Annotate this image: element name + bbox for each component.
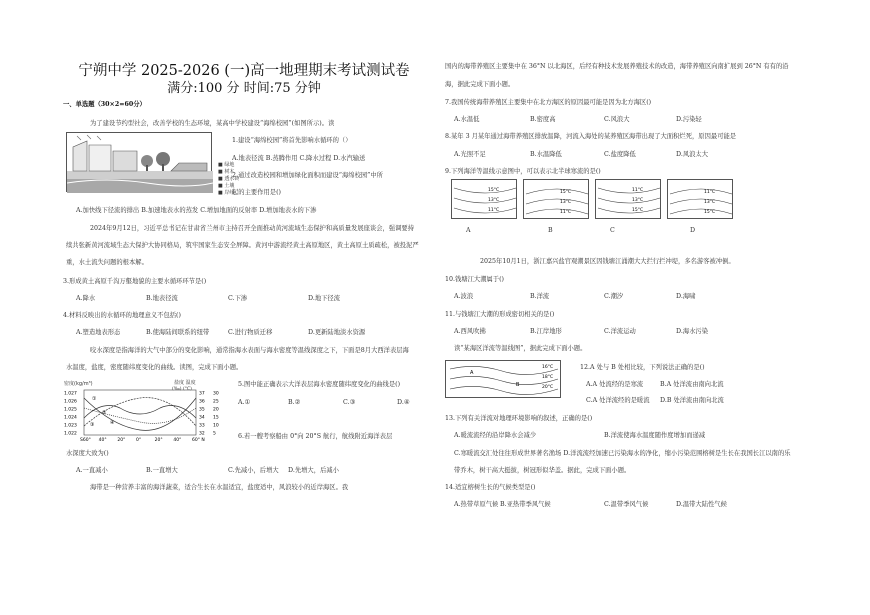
temp-tick-label: 10: [213, 423, 219, 429]
question-4: 4.材料反映出的水循环的地理意义不包括(): [63, 312, 181, 319]
figure-legend: ■ 绿地 ■ 树木 ■ 透水砖 ■ 土壤 ■ 岸线: [218, 162, 240, 196]
x-tick-label: 0°: [136, 438, 142, 442]
q3-option-c: C.下渗: [228, 295, 248, 302]
q12-option-a: A.A 处流经的是寒流: [586, 381, 644, 388]
svg-text:13°C: 13°C: [560, 200, 572, 205]
q8-option-c: C.盐度降低: [604, 151, 636, 158]
curve-label-1: ①: [92, 396, 97, 402]
question-1: 1.建设“海绵校园”将首先影响水循环的（）: [232, 137, 352, 144]
svg-text:18°C: 18°C: [542, 375, 554, 380]
salinity-tick-label: 36: [199, 399, 205, 405]
temp-tick-label: 15: [213, 415, 219, 421]
paragraph-ocean-1: 咬水深度是指海洋的大气中部分的变化影响，通常指海水表面与海水密度等温线深度之下，下面是8月大西洋表层海: [90, 347, 409, 354]
q14-option-d: D.温带大陆性气候: [676, 501, 727, 508]
question-1-options: A.地表径流 B.蒸腾作用 C.降水过程 D.水汽输送: [232, 155, 366, 162]
point-a-label: A: [470, 370, 474, 376]
q3-option-b: B.地表径流: [146, 295, 178, 302]
q11-option-c: C.洋流运动: [604, 328, 636, 335]
paragraph-yellow-river-1: 2024年9月12日，习近平总书记在甘肃省兰州市主持召开全面推动黄河流域生态保护和高质量发展座谈会，强调要持: [90, 225, 414, 232]
q6-option-c: C.先减小，后增大: [228, 467, 279, 474]
isotherm-diagram-b: [523, 179, 589, 219]
q8-option-a: A.光照不足: [454, 151, 486, 158]
chart-ylabel-left: 密度(kg/m³): [64, 381, 93, 387]
q13-option-a: A.暖流流经的沿岸降水会减少: [454, 432, 537, 439]
question-10: 10.钱塘江大潮属于(): [445, 276, 505, 283]
question-13: 13.下列有关洋流对地理环境影响的叙述，正确的是(): [445, 415, 593, 422]
salinity-tick-label: 34: [199, 415, 205, 421]
q9-label-a: A: [466, 227, 471, 234]
q14-option-a: A.热带草原气候: [454, 501, 499, 508]
svg-text:13°C: 13°C: [488, 198, 500, 203]
q8-option-b: B.水温降低: [530, 151, 562, 158]
isotherm-diagram-a: [451, 179, 517, 219]
q10-option-b: B.洋流: [530, 293, 550, 300]
question-7: 7.我国传统海带养殖区主要集中在北方海区的原因最可能是因为北方海区(): [445, 99, 652, 106]
q10-option-a: A.波浪: [454, 293, 474, 300]
section-heading: 一、单选题（30×2=60分）: [63, 101, 146, 108]
q5-option-a: A.①: [238, 399, 251, 406]
svg-text:15°C: 15°C: [632, 208, 644, 213]
question-11: 11.与钱塘江大潮的形成密切相关的是(): [445, 311, 555, 318]
intro-text: 为了建设节约型社会，改善学校的生态环境，某高中学校建设“海绵校园”(如图所示)。读: [90, 120, 335, 127]
q6-option-a: A.一直减小: [76, 467, 108, 474]
left-tick-label: 1.024: [64, 415, 77, 421]
temp-tick-label: 25: [213, 399, 219, 405]
q4-option-a: A.塑造地表形态: [76, 329, 121, 336]
x-tick-label: 40°: [98, 438, 107, 442]
paragraph-tide: 2025年10月1日，浙江嘉兴盐官观潮景区因钱塘江涌潮大大拦行拦冲堤，多名游客被冲倒。: [480, 258, 735, 265]
question-3: 3.形成黄土高原千沟万壑地貌的主要水循环环节是(): [63, 278, 207, 285]
question-8: 8.某年 3 月某年通过海带养殖区排放温降，河流入海处的某养殖区海带出现了大面积烂死，原因最可能是: [445, 133, 737, 140]
q4-option-c: C.进行物质迁移: [228, 329, 273, 336]
paragraph-kelp: 海带是一种营养丰富的海洋蔬菜，适合生长在水温适宜，盐度适中，风浪较小的近岸海区。我: [90, 484, 349, 491]
paragraph-banyan: 带乔木，树干高大挺拔，树冠形似华盖。据此，完成下面小题。: [454, 467, 631, 474]
kelp-cont-2: 海，据此完成下面小题。: [445, 81, 515, 88]
question-9: 9.下列海洋等温线示意图中，可以表示北半球寒流的是(): [445, 168, 601, 175]
left-tick-label: 1.027: [64, 391, 77, 397]
q8-option-d: D.风浪太大: [676, 151, 709, 158]
question-6: 6.若一艘考察船由 0°向 20°S 航行，航线附近海洋表层: [238, 433, 393, 440]
x-tick-label: S60°: [80, 438, 91, 442]
paragraph-yellow-river-2: 续共张新黄河流域生态大保护大协同格局，筑牢国家生态安全屏障。黄河中游流经黄土高原地区，黄土高原土质疏松，被投泥严: [66, 242, 419, 249]
exam-title: 宁朔中学 2025-2026 (一)高一地理期末考试测试卷: [78, 63, 410, 79]
point-b-label: B: [516, 382, 520, 388]
svg-text:11°C: 11°C: [632, 188, 644, 193]
question-2-options: A.加快线下径流的排出 B.加速地表水的蒸发 C.增加地面的反射率 D.增加地表水的下渗: [76, 207, 317, 214]
current-isotherm-figure: [445, 360, 561, 398]
svg-text:20°C: 20°C: [542, 385, 554, 390]
svg-text:13°C: 13°C: [704, 200, 716, 205]
salinity-tick-label: 33: [199, 423, 205, 429]
q11-option-d: D.海水污染: [676, 328, 709, 335]
paragraph-current-map: 读“某海区洋流等温线图”，据此完成下面小题。: [454, 345, 587, 352]
q14-option-c: C.温带季风气候: [604, 501, 649, 508]
q4-option-d: D.更新陆地淡水资源: [308, 329, 366, 336]
q9-label-c: C: [610, 227, 615, 234]
q9-label-b: B: [548, 227, 553, 234]
salinity-tick-label: 32: [199, 431, 205, 437]
q14-option-b: B.亚热带季风气候: [500, 501, 551, 508]
curve-label-2: ②: [102, 410, 107, 416]
q6-option-b: B.一直增大: [146, 467, 178, 474]
svg-text:11°C: 11°C: [560, 210, 572, 215]
question-12: 12.A 处与 B 处相比较，下列说法正确的是(): [580, 364, 705, 371]
question-14: 14.适宜榕树生长的气候类型是(): [445, 484, 536, 491]
svg-text:16°C: 16°C: [542, 365, 554, 370]
svg-text:15°C: 15°C: [704, 210, 716, 215]
chart-ylabel-right-units: (‰) (°C): [172, 387, 192, 392]
q5-option-c: C.③: [343, 399, 356, 406]
paragraph-ocean-2: 水温度，盐度，密度随纬度变化的曲线。读图，完成下面小题。: [66, 364, 243, 371]
curve-2: [84, 398, 196, 426]
isotherm-diagram-d: [667, 179, 733, 219]
svg-text:11°C: 11°C: [704, 190, 716, 195]
left-tick-label: 1.022: [64, 431, 77, 437]
exam-subtitle: 满分:100 分 时间:75 分钟: [167, 81, 321, 96]
q7-option-a: A.水温低: [454, 116, 480, 123]
isotherm-diagram-c: [595, 179, 661, 219]
paragraph-yellow-river-3: 重，水土流失问题的根本解。: [66, 259, 148, 266]
temp-tick-label: 5: [213, 431, 216, 437]
q12-option-c: C.A 处洋流经的是暖流: [586, 397, 650, 404]
q12-option-d: D.B 处洋流由南向北流: [660, 397, 724, 404]
x-tick-label: 20°: [154, 438, 163, 442]
q11-option-b: B.江岸地形: [530, 328, 562, 335]
sponge-campus-figure: [66, 132, 212, 192]
x-tick-label: 20°: [117, 438, 126, 442]
kelp-cont-1: 国内的海带养殖区主要集中在 36°N 以北海区，后经有种技术发展养殖技术的改造，海带养殖区向南扩展到 26°N 有有的沿: [445, 63, 789, 70]
q7-option-b: B.密度高: [530, 116, 556, 123]
left-tick-label: 1.026: [64, 399, 77, 405]
question-5: 5.图中能正确表示大洋表层海水密度随纬度变化的曲线是(): [238, 381, 401, 388]
q12-option-b: B.A 处洋流由南向北流: [660, 381, 724, 388]
q5-option-b: B.②: [288, 399, 301, 406]
q7-option-c: C.风浪大: [604, 116, 630, 123]
curve-label-4: ④: [110, 420, 115, 426]
q4-option-b: B.使海陆间联系的纽带: [146, 329, 210, 336]
q10-option-d: D.海啸: [676, 293, 696, 300]
question-2: 2.通过改造校园和增加绿化面积而建设“海绵校园”中所: [232, 172, 383, 179]
chart-ylabel-right: 盐度 温度: [174, 380, 196, 386]
q10-option-c: C.潮汐: [604, 293, 624, 300]
svg-text:11°C: 11°C: [488, 208, 500, 213]
svg-text:13°C: 13°C: [632, 198, 644, 203]
svg-text:15°C: 15°C: [488, 188, 500, 193]
q3-option-a: A.降水: [76, 295, 96, 302]
question-2-cont: 起的主要作用是(): [232, 189, 281, 196]
q5-option-d: D.④: [397, 399, 410, 406]
left-tick-label: 1.023: [64, 423, 77, 429]
q11-option-a: A.西风吹拂: [454, 328, 486, 335]
q13-option-cd: C.寒暖流交汇处往往形成世界著名渔场 D.洋流流经加速已污染海水的净化，缩小污染范围榕树是生长在我国长江以南的乐: [454, 450, 791, 457]
q7-option-d: D.污染轻: [676, 116, 702, 123]
q9-label-d: D: [690, 227, 696, 234]
question-6-cont: 水深度大致为(): [66, 450, 109, 457]
curve-label-3: ③: [90, 422, 95, 428]
temp-tick-label: 30: [213, 391, 219, 397]
x-tick-label: 60° N: [192, 438, 205, 442]
salinity-tick-label: 35: [199, 407, 205, 413]
q3-option-d: D.地下径流: [308, 295, 341, 302]
q13-option-b: B.洋流使海水温度随作度增加而递减: [604, 432, 706, 439]
q6-option-d: D.先增大，后减小: [288, 467, 339, 474]
x-tick-label: 40°: [173, 438, 182, 442]
temp-tick-label: 20: [213, 407, 219, 413]
salinity-tick-label: 37: [199, 391, 205, 397]
ocean-property-chart: [62, 378, 232, 442]
left-tick-label: 1.025: [64, 407, 77, 413]
svg-text:15°C: 15°C: [560, 190, 572, 195]
